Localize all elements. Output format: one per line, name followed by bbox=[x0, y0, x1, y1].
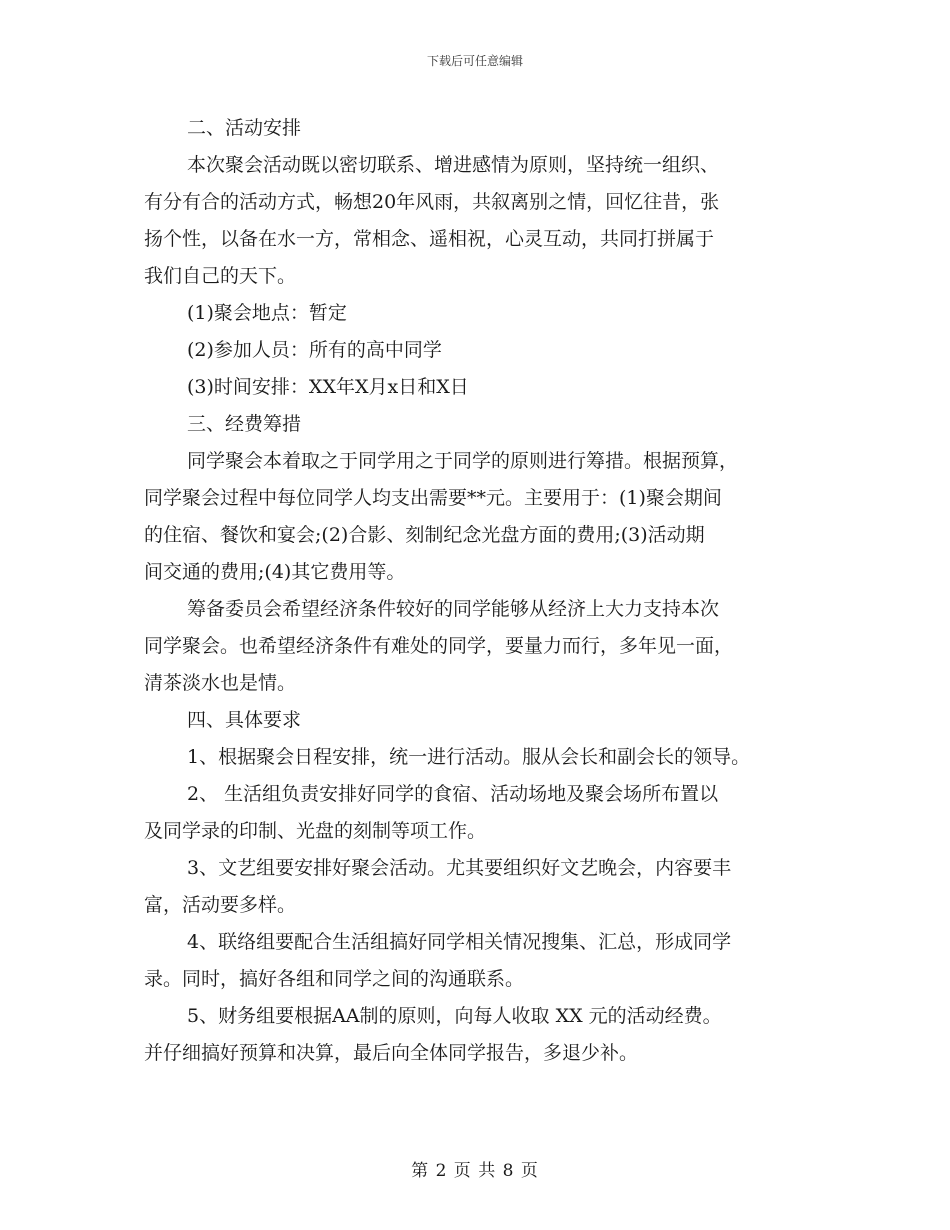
paragraph-line: 扬个性，以备在水一方，常相念、遥相祝，心灵互动，共同打拼属于 bbox=[144, 228, 715, 250]
paragraph-line: 的住宿、餐饮和宴会;(2)合影、刻制纪念光盘方面的费用;(3)活动期 bbox=[144, 524, 705, 546]
paragraph-line: 富，活动要多样。 bbox=[144, 894, 297, 916]
requirement-item: 4、联络组要配合生活组搞好同学相关情况搜集、汇总，形成同学 bbox=[187, 931, 732, 953]
list-item: (1)聚会地点：暂定 bbox=[187, 302, 347, 324]
paragraph-line: 录。同时，搞好各组和同学之间的沟通联系。 bbox=[144, 968, 525, 990]
section-heading: 四、具体要求 bbox=[187, 709, 302, 731]
requirement-item: 1、根据聚会日程安排，统一进行活动。服从会长和副会长的领导。 bbox=[187, 746, 751, 768]
paragraph-line: 间交通的费用;(4)其它费用等。 bbox=[144, 561, 406, 583]
section-heading: 二、活动安排 bbox=[187, 117, 302, 139]
paragraph-line: 有分有合的活动方式，畅想20年风雨，共叙离别之情，回忆往昔，张 bbox=[144, 191, 720, 213]
page-header-note: 下载后可任意编辑 bbox=[426, 54, 523, 68]
paragraph-line: 清茶淡水也是情。 bbox=[144, 672, 297, 694]
paragraph-line: 同学聚会过程中每位同学人均支出需要**元。主要用于：(1)聚会期间 bbox=[144, 487, 722, 509]
requirement-item: 3、文艺组要安排好聚会活动。尤其要组织好文艺晚会，内容要丰 bbox=[187, 857, 732, 879]
requirement-item: 2、 生活组负责安排好同学的食宿、活动场地及聚会场所布置以 bbox=[187, 783, 719, 805]
paragraph-line: 及同学录的印制、光盘的刻制等项工作。 bbox=[144, 820, 487, 842]
list-item: (3)时间安排：XX年X月x日和X日 bbox=[187, 376, 469, 398]
requirement-item: 5、财务组要根据AA制的原则，向每人收取 XX 元的活动经费。 bbox=[187, 1005, 722, 1027]
paragraph-line: 同学聚会本着取之于同学用之于同学的原则进行筹措。根据预算， bbox=[187, 450, 739, 472]
paragraph-line: 本次聚会活动既以密切联系、增进感情为原则，坚持统一组织、 bbox=[187, 154, 720, 176]
paragraph-line: 我们自己的天下。 bbox=[144, 265, 297, 287]
list-item: (2)参加人员：所有的高中同学 bbox=[187, 339, 442, 361]
paragraph-line: 筹备委员会希望经济条件较好的同学能够从经济上大力支持本次 bbox=[187, 598, 720, 620]
paragraph-line: 同学聚会。也希望经济条件有难处的同学，要量力而行，多年见一面， bbox=[144, 635, 734, 657]
page-number: 第 2 页 共 8 页 bbox=[411, 1161, 539, 1181]
paragraph-line: 并仔细搞好预算和决算，最后向全体同学报告，多退少补。 bbox=[144, 1042, 639, 1064]
section-heading: 三、经费筹措 bbox=[187, 413, 302, 435]
